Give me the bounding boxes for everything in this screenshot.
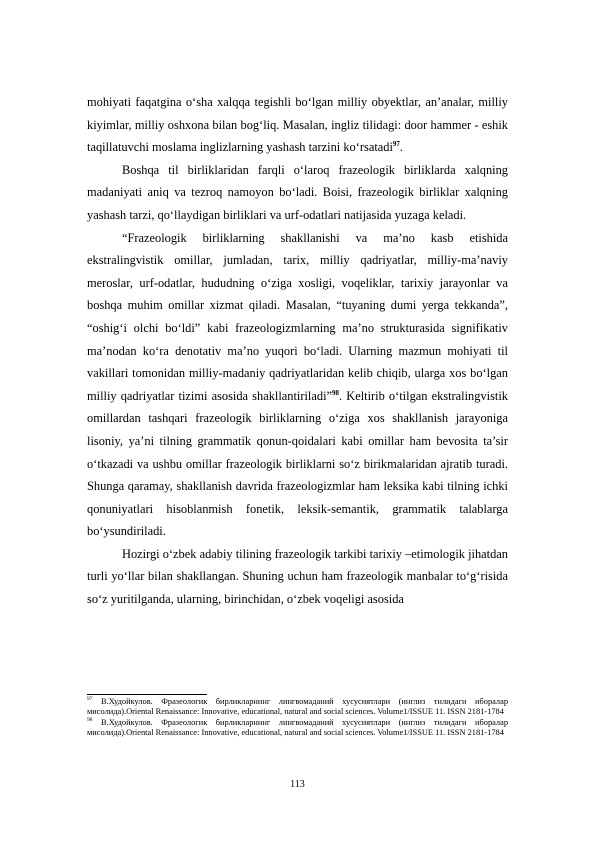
footnote-separator — [87, 694, 207, 695]
footnote-text: В.Худойкулов. Фразеологик бирликларнинг лингвомаданий хусусиятлари (инглиз тилидаги иборалар мисолида).Oriental Renaissance: Innovative, educational, natural and social sciences. Volume1/ISSUE 11. ISSN 2181-1784 — [87, 717, 509, 737]
footnote-number: 98 — [87, 716, 93, 723]
footnote-97 — [87, 697, 508, 718]
footnote-number: 97 — [87, 696, 93, 703]
paragraph-2: Boshqa til birliklaridan farqli o‘laroq frazeologik birliklarda xalqning madaniyati aniq va tezroq namoyon bo‘ladi. Boisi, frazeologik birliklar xalqning yashash tarzi, qo‘llaydigan birliklari va urf-odatlari natijasida yuzaga keladi. — [87, 162, 508, 222]
footnotes — [87, 697, 508, 738]
paragraph-1-text: mohiyati faqatgina o‘sha xalqqa tegishli bo‘lgan milliy obyektlar, an’analar, milliy kiyimlar, milliy oshxona bilan bog‘liq. Masalan, ingliz tilidagi: door hammer - eshik taqillatuvchi moslama inglizlarning yashash tarzini ko‘rsatadi — [87, 95, 508, 155]
page-number: 113 — [290, 779, 305, 790]
paragraph-4: Hozirgi o‘zbek adabiy tilining frazeologik tarkibi tarixiy –etimologik jihatdan turli yo‘llar bilan shakllangan. Shuning uchun ham frazeologik manbalar to‘g‘risida so‘z yuritilganda, ularning, birinchidan, o‘zbek voqeligi asosida — [87, 546, 508, 607]
paragraph-3-quote: “Frazeologik birliklarning shakllanishi va ma’no kasb etishida ekstralingvistik omillar, jumladan, tarix, milliy qadriyatlar, milliy-ma’naviy meroslar, urf-odatlar, hududning o‘ziga xosligi, voqeliklar, tarixiy jarayonlar va boshqa muhim omillar xizmat qiladi. Masalan, “tuyaning dumi yerga tekkanda”, “oshig‘i olchi bo‘ldi” kabi frazeologizmlarning ma’no strukturasida signifikativ ma’nodan ko‘ra denotativ ma’no yuqori bo‘ladi. Ularning mazmun mohiyati til vakillari tomonidan milliy-madaniy qadriyatlaridan kelib chiqib, ularga xos bo‘lgan milliy qadriyatlar tizimi asosida shakllantiriladi” — [87, 230, 508, 403]
paragraph-1-end: . — [399, 140, 404, 155]
footnote-ref-98[interactable]: 98 — [332, 388, 340, 397]
paragraph-3 — [87, 227, 508, 543]
footnote-ref-97[interactable]: 97 — [392, 140, 400, 149]
footnote-98 — [87, 718, 508, 739]
footnote-text: В.Худойкулов. Фразеологик бирликларнинг лингвомаданий хусусиятлари (инглиз тилидаги иборалар мисолида).Oriental Renaissance: Innovative, educational, natural and social sciences. Volume1/ISSUE 11. ISSN 2181-1784 — [87, 697, 509, 717]
paragraph-3-rest: . Keltirib o‘tilgan ekstralingvistik omillardan tashqari frazeologik birliklarning o‘ziga xos shakllanish jarayoniga lisoniy, ya’ni tilning grammatik qonun-qoidalari kabi omillar ham bevosita ta’sir o‘tkazadi va ushbu omillar frazeologik birliklarni so‘z birikmalaridan ajratib turadi. Shunga qaramay, shakllanish davrida frazeologizmlar ham leksika kabi tilning ichki qonuniyatlari hisoblanmish fonetik, leksik-semantik, grammatik talablarga bo‘ysundiriladi. — [87, 388, 508, 539]
body-text — [87, 91, 508, 611]
paragraph-1 — [87, 91, 508, 159]
